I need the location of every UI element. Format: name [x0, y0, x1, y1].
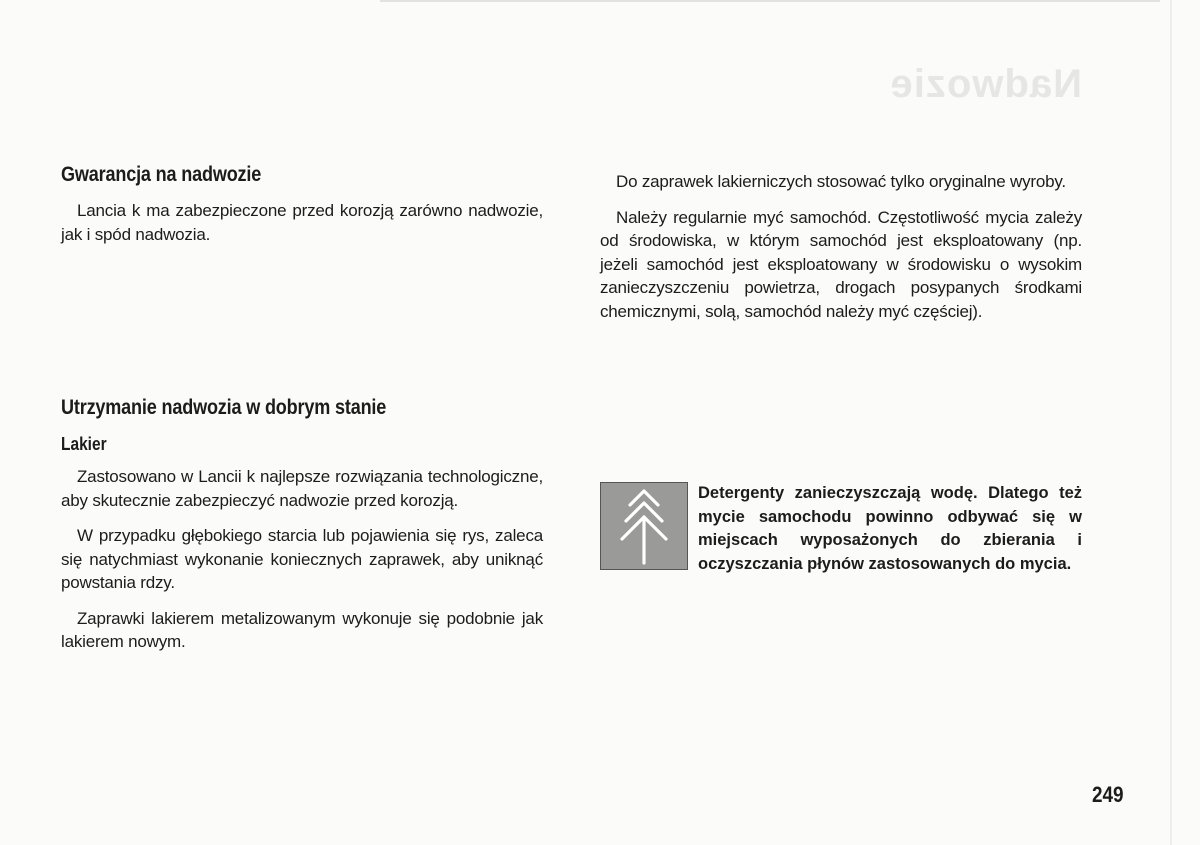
left-column	[61, 163, 543, 654]
warranty-paragraph: Lancia k ma zabezpieczone przed korozją zarówno nadwozie, jak i spód nadwozia.	[61, 201, 543, 244]
heading-maintenance: Utrzymanie nadwozia w dobrym stanie	[61, 396, 387, 419]
paint-paragraph-1: Zastosowano w Lancii k najlepsze rozwiązania technologiczne, aby skutecznie zabezpieczyć nadwozie przed korozją.	[61, 467, 543, 510]
heading-warranty: Gwarancja na nadwozie	[61, 163, 262, 186]
paint-paragraph-3: Zaprawki lakierem metalizowanym wykonuje się podobnie jak lakierem nowym.	[61, 608, 543, 651]
washing-paragraph: Należy regularnie myć samochód. Częstotliwość mycia zależy od środowiska, w którym samochód jest eksploatowany (np. jeżeli samochód jest eksploatowany w środowisku o wysokim zanieczyszczeniu powietrza, drogach posypanych środkami chemicznymi, solą, samochód należy myć częściej).	[600, 207, 1082, 321]
right-column	[600, 170, 1082, 323]
scan-edge-right	[1170, 0, 1172, 845]
warning-text: Detergenty zanieczyszczają wodę. Dlatego też mycie samochodu powinno odbywać się w miejscach wyposażonych do zbierania i oczyszczania płynów zastosowanych do mycia.	[698, 484, 1082, 573]
paint-paragraph-2: W przypadku głębokiego starcia lub pojawienia się rys, zaleca się natychmiast wykonanie koniecznych zaprawek, aby uniknąć powstania rdzy.	[61, 526, 543, 592]
scan-edge-top	[380, 0, 1160, 2]
subheading-paint: Lakier	[61, 434, 107, 454]
environment-warning	[600, 482, 1082, 576]
section-title: Nadwozie	[889, 62, 1082, 106]
environment-tree-icon	[600, 482, 688, 570]
touchup-paragraph: Do zaprawek lakierniczych stosować tylko oryginalne wyroby.	[616, 172, 1066, 191]
page-number: 249	[1092, 782, 1124, 807]
